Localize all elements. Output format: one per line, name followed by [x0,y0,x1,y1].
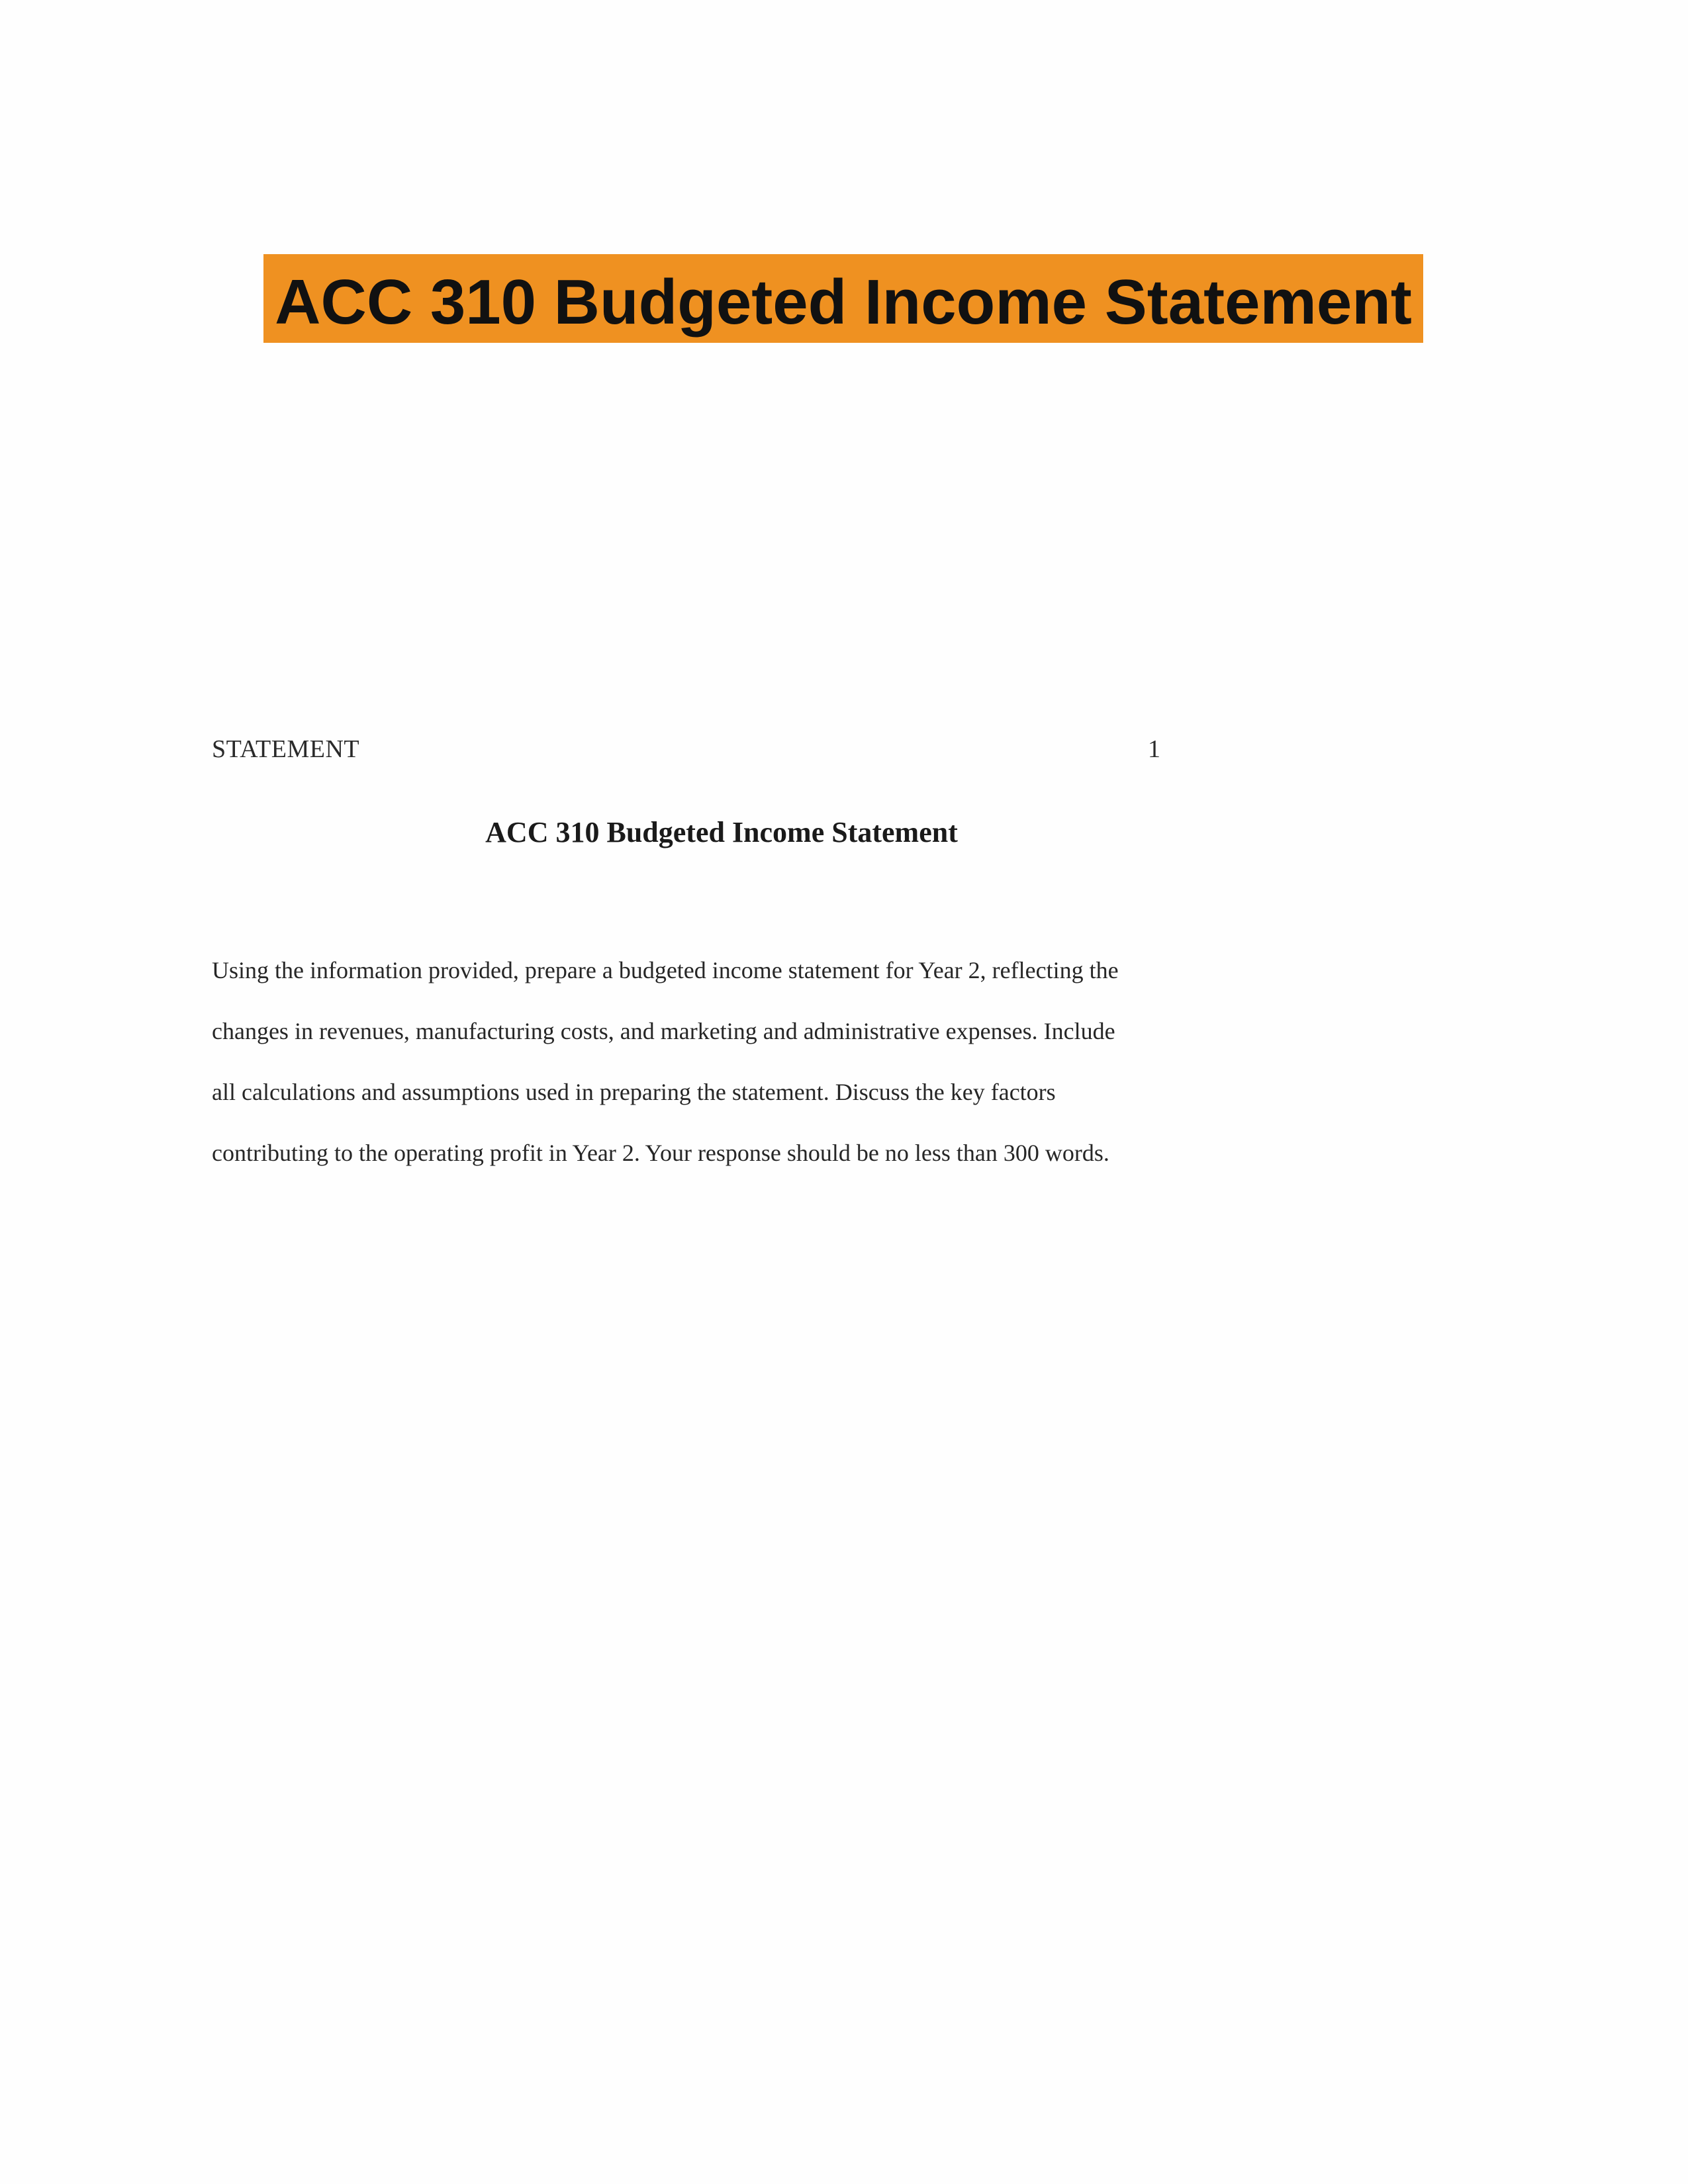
document-title: ACC 310 Budgeted Income Statement [485,816,958,848]
document-preview [212,728,1271,1191]
page-number: 1 [1148,735,1160,763]
running-head: STATEMENT [212,735,360,763]
body-line: contributing to the operating profit in Year 2. Your response should be no less than 300 words. [212,1140,1109,1166]
banner-title: ACC 310 Budgeted Income Statement [275,267,1412,338]
body-line: Using the information provided, prepare a budgeted income statement for Year 2, reflecting the [212,957,1119,983]
body-paragraph [212,940,1271,1183]
title-banner [263,254,1423,343]
body-line: changes in revenues, manufacturing costs, and marketing and administrative expenses. Include [212,1018,1115,1044]
body-line: all calculations and assumptions used in preparing the statement. Discuss the key factors [212,1079,1056,1105]
